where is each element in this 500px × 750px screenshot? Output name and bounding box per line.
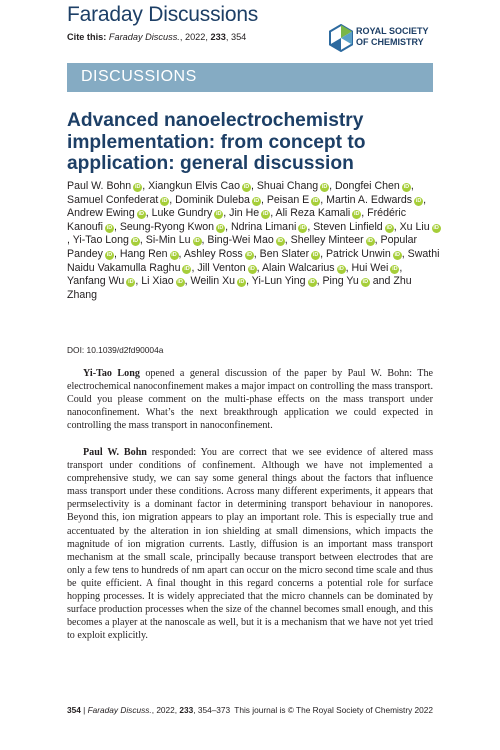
author-name: Hui Wei xyxy=(351,261,389,274)
orcid-icon[interactable]: iD xyxy=(313,197,319,204)
author-name: Li Xiao xyxy=(141,275,174,288)
paragraph-text: opened a general discussion of the paper by Paul W. Bohn: The electrochemical nanoconfinement makes a major impact on controlling the mass transport. Could you please comment on the multi-phase effects on the mass transport under nanoconfinement. What’s the next breakthrough application we could expected in controlling the mass transport in nanoconfinement. xyxy=(67,368,433,432)
footer-pages: , 354–373 xyxy=(193,705,231,715)
orcid-icon[interactable]: iD xyxy=(106,224,113,231)
orcid-icon[interactable]: iD xyxy=(138,211,144,218)
footer-separator: | xyxy=(80,705,88,715)
paragraph-text: responded: You are correct that we see evidence of altered mass transport under conditions of confinement. Although we have not implemented a comprehensive study, we can say some general things about the factors that influence mass transport under these conditions. Across many different experiments, it appears that permselectivity is a dominant factor in determining transport behaviour in nanopores. Beyond this, ion migration appears to play an important role. This is especially true and accentuated by the alteration in ion shielding at small dimensions, which impacts the magnitude of ion migration currents. Lastly, diffusion is an important mass transport mechanism at the small scale, principally because transport between electrodes that are only a few tens to hundreds of nm apart can occur on the micro second time scale and thus be quite efficient. A final thought in this regard concerns a potential role for surface hopping processes. It is widely appreciated that the micro channels can be dominated by surface production processes when the size of the channel becomes small enough, and this becomes a player at the nanoscale as well, but it is a mechanism that we have not yet tried to exploit explicitly. xyxy=(67,447,433,642)
author-name: Weilin Xu xyxy=(190,275,236,288)
author-name: Martin A. Edwards xyxy=(326,193,413,206)
author-name: Alain Walcarius xyxy=(261,261,335,274)
orcid-icon[interactable]: iD xyxy=(394,251,400,258)
footer-year: , 2022, xyxy=(151,705,180,715)
orcid-icon[interactable]: iD xyxy=(309,279,315,286)
author-name: Ndrina Limani xyxy=(230,220,297,233)
orcid-icon[interactable]: iD xyxy=(253,197,260,204)
cite-this xyxy=(67,32,246,42)
orcid-icon[interactable]: iD xyxy=(177,279,183,286)
author-name: Peisan E xyxy=(266,193,310,206)
author-name: Ashley Ross xyxy=(183,247,243,260)
orcid-icon[interactable]: iD xyxy=(367,238,373,245)
author-name: Xiangkun Elvis Cao xyxy=(148,180,240,192)
author-name: Yi-Lun Ying xyxy=(251,275,306,288)
orcid-icon[interactable]: iD xyxy=(386,224,392,231)
orcid-icon[interactable]: iD xyxy=(184,265,190,272)
author-name: Paul W. Bohn xyxy=(67,180,132,192)
author-name: Swathi Naidu Vakamulla Raghu xyxy=(67,247,440,274)
author-name: Ali Reza Kamali xyxy=(275,207,351,220)
orcid-icon[interactable]: iD xyxy=(106,251,113,258)
author-name: Jin He xyxy=(229,207,260,220)
doi: DOI: 10.1039/d2fd90004a xyxy=(67,345,164,355)
section-banner-label: DISCUSSIONS xyxy=(81,68,197,85)
author-name: Si-Min Lu xyxy=(145,234,191,247)
orcid-icon[interactable]: iD xyxy=(392,265,398,272)
author-name: Luke Gundry xyxy=(151,207,213,220)
author-name: Xu Liu xyxy=(399,220,430,233)
orcid-icon[interactable]: iD xyxy=(262,211,269,218)
author-name: Ping Yu xyxy=(322,275,359,288)
author-name: Patrick Unwin xyxy=(325,247,391,260)
author-name: Bing-Wei Mao xyxy=(207,234,274,247)
section-banner xyxy=(67,63,433,92)
orcid-icon[interactable]: iD xyxy=(134,184,141,190)
publisher-line2: OF CHEMISTRY xyxy=(356,36,424,47)
footer-citation xyxy=(67,705,230,715)
author-name: Jill Venton xyxy=(197,261,246,274)
author-list: Paul W. Bohn iD , Xiangkun Elvis Cao iD , Shuai Chang iD , Dongfei Chen iD , Samuel Confederat iD , Dominik Duleba iD , Peisan E iD , Martin A. Edwards iD , Andrew Ewing iD , Luke Gundry iD , Jin He iD , Ali Reza Kamali iD , Frédéric Kanoufi iD , Seung-Ryong Kwon iD , Ndrina Limani iD , Steven Linfield iD , Xu Liu iD, Yi-Tao Long iD , Si-Min Lu iD , Bing-Wei Mao iD , Shelley Minteer iD , Popular Pandey iD , Hang Ren iD , Ashley Ross iD , Ben Slater iD , Patrick Unwin iD , Swathi Naidu Vakamulla Raghu iD , Jill Venton iD , Alain Walcarius iD , Hui Wei iD , Yanfang Wu iD , Li Xiao iD , Weilin Xu iD , Yi-Lun Ying iD , Ping Yu iD and Zhu Zhang xyxy=(67,180,440,301)
orcid-icon[interactable]: iD xyxy=(243,184,250,190)
orcid-icon[interactable]: iD xyxy=(171,251,177,258)
publisher-logo xyxy=(328,22,438,54)
publisher-line1: ROYAL SOCIETY xyxy=(356,26,429,36)
author-name: Hang Ren xyxy=(119,247,168,260)
orcid-icon[interactable]: iD xyxy=(194,238,200,245)
cite-year: , 2022, xyxy=(179,32,211,42)
orcid-icon[interactable]: iD xyxy=(300,224,306,231)
journal-name: Faraday Discussions xyxy=(67,3,259,26)
orcid-icon[interactable]: iD xyxy=(217,224,224,231)
cite-ref: Faraday Discuss. xyxy=(108,32,180,42)
author-name: Samuel Confederat xyxy=(67,193,159,206)
orcid-icon[interactable]: iD xyxy=(312,251,319,258)
orcid-icon[interactable]: iD xyxy=(277,238,283,245)
author-name: Shelley Minteer xyxy=(290,234,364,247)
orcid-icon[interactable]: iD xyxy=(216,211,222,218)
orcid-icon[interactable]: iD xyxy=(362,279,369,286)
footer-journal: Faraday Discuss. xyxy=(87,705,152,715)
cite-label: Cite this: xyxy=(67,32,107,42)
orcid-icon[interactable]: iD xyxy=(132,238,139,245)
author-name: Dongfei Chen xyxy=(335,180,400,192)
article-title: Advanced nanoelectrochemistry implementation: from concept to application: general discussion xyxy=(67,110,366,174)
footer-copyright: This journal is © The Royal Society of Chemistry 2022 xyxy=(234,705,433,715)
page-number: 354 xyxy=(67,705,81,715)
discussion-paragraph xyxy=(67,367,433,432)
speaker-name: Yi-Tao Long xyxy=(83,368,140,379)
author-name: Zhu Zhang xyxy=(67,275,412,301)
orcid-icon[interactable]: iD xyxy=(403,184,410,190)
author-name: Ben Slater xyxy=(259,247,310,260)
author-name: Dominik Duleba xyxy=(175,193,250,206)
orcid-icon[interactable]: iD xyxy=(338,265,344,272)
orcid-icon[interactable]: iD xyxy=(246,251,252,258)
rsc-logo-icon xyxy=(328,24,354,52)
orcid-icon[interactable]: iD xyxy=(238,279,245,286)
orcid-icon[interactable]: iD xyxy=(321,184,328,190)
discussion-paragraph xyxy=(67,446,433,642)
orcid-icon[interactable]: iD xyxy=(354,211,360,218)
cite-page: , 354 xyxy=(225,32,247,42)
author-name: Steven Linfield xyxy=(313,220,383,233)
author-name: Yi-Tao Long xyxy=(72,234,129,247)
author-name: Shuai Chang xyxy=(256,180,319,192)
author-name: Andrew Ewing xyxy=(67,207,135,220)
orcid-icon[interactable]: iD xyxy=(128,279,134,286)
author-name: Yanfang Wu xyxy=(67,275,125,288)
cite-volume: 233 xyxy=(210,32,226,42)
speaker-name: Paul W. Bohn xyxy=(83,447,147,458)
orcid-icon[interactable]: iD xyxy=(433,224,439,231)
orcid-icon[interactable]: iD xyxy=(249,265,255,272)
author-name: Seung-Ryong Kwon xyxy=(119,220,215,233)
author-name: Popular Pandey xyxy=(67,234,418,260)
author-name: Frédéric Kanoufi xyxy=(67,207,407,233)
orcid-icon[interactable]: iD xyxy=(415,197,422,204)
publisher-name xyxy=(356,26,429,47)
orcid-icon[interactable]: iD xyxy=(162,197,168,204)
footer-volume: 233 xyxy=(179,705,194,715)
